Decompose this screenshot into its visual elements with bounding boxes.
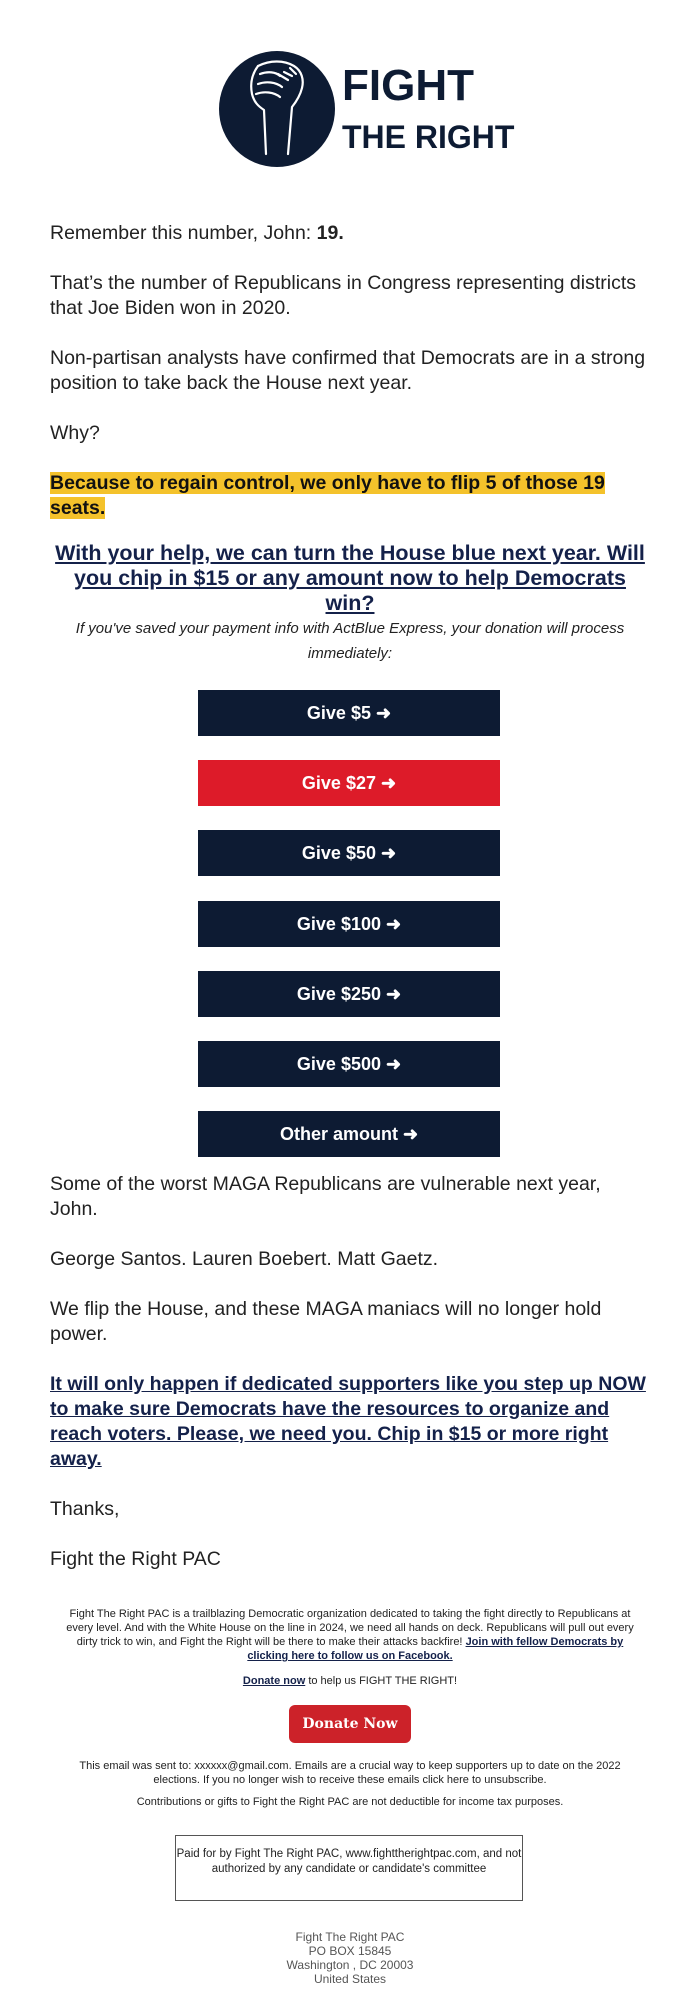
ask-headline[interactable] (50, 541, 650, 616)
intro-text: Remember this number, John: (50, 222, 317, 244)
ask-headline-link[interactable]: With your help, we can turn the House blue next year. Will you chip in $15 or any amount now to help Democrats win? (55, 541, 645, 615)
thanks-line (50, 1497, 650, 1522)
other-amount-button[interactable]: Other amount ➜ (198, 1111, 500, 1157)
footer-about (60, 1607, 640, 1663)
give-100-button[interactable]: Give $100 ➜ (198, 901, 500, 947)
give-5-button[interactable]: Give $5 ➜ (198, 690, 500, 736)
donate-now-button[interactable]: Donate Now (289, 1705, 411, 1743)
address-city: Washington , DC 20003 (286, 1958, 414, 1972)
intro-paragraph-2 (50, 271, 650, 321)
signature-text: Fight the Right PAC (50, 1548, 221, 1570)
intro-p2: That’s the number of Republicans in Congress representing districts that Joe Biden won in 2020. (50, 272, 637, 319)
cta-link[interactable]: It will only happen if dedicated supporters like you step up NOW to make sure Democrats have the resources to organize and reach voters. Please, we need you. Chip in $15 or more right away. (50, 1373, 646, 1470)
footer-about-text: Fight The Right PAC is a trailblazing Democratic organization dedicated to taking the fight directly to Republicans at every level. And with the White House on the line in 2024, we need all hands on deck. Republicans will pull out every dirty trick to win, and Fight the Right will be there to make their attacks backfire! (66, 1608, 634, 1648)
intro-paragraph-3 (50, 346, 650, 396)
intro-p3: Non-partisan analysts have confirmed that Democrats are in a strong position to take back the House next year. (50, 347, 646, 394)
address-name: Fight The Right PAC (295, 1930, 405, 1944)
logo-word-the-right: THE RIGHT (342, 119, 515, 155)
address-country: United States (313, 1972, 387, 1986)
paid-for-disclaimer: Paid for by Fight The Right PAC, www.fighttherightpac.com, and not authorized by any candidate or candidate's committee (175, 1835, 523, 1901)
footer-tax-note: Contributions or gifts to Fight the Right PAC are not deductible for income tax purposes. (136, 1796, 564, 1808)
footer-donate-line (60, 1674, 640, 1688)
highlighted-text: Because to regain control, we only have to flip 5 of those 19 seats. (50, 472, 605, 519)
give-500-button[interactable]: Give $500 ➜ (198, 1041, 500, 1087)
address-po-box: PO BOX 15845 (308, 1944, 392, 1958)
give-50-button[interactable]: Give $50 ➜ (198, 830, 500, 876)
highlight-paragraph (50, 471, 650, 521)
donate-now-suffix: to help us FIGHT THE RIGHT! (305, 1675, 458, 1687)
facebook-link[interactable]: Join with fellow Democrats by clicking here to follow us on Facebook. (247, 1636, 624, 1662)
donate-now-link[interactable]: Donate now (242, 1675, 306, 1687)
body-p3: We flip the House, and these MAGA maniacs will no longer hold power. (50, 1298, 602, 1345)
give-27-button[interactable]: Give $27 ➜ (198, 760, 500, 806)
footer-sent-to: This email was sent to: xxxxxx@gmail.com. Emails are a crucial way to keep supporters up to date on the 2022 elections. If you no longer wish to receive these emails click here to unsubscribe. (79, 1760, 621, 1786)
intro-line-1 (50, 221, 650, 246)
cta-paragraph[interactable] (50, 1372, 650, 1472)
body-paragraph-3 (50, 1297, 650, 1347)
body-paragraph-2 (50, 1247, 650, 1272)
body-paragraph-1 (50, 1172, 650, 1222)
logo (0, 44, 700, 174)
body-p1: Some of the worst MAGA Republicans are vulnerable next year, John. (50, 1173, 601, 1220)
intro-number: 19. (316, 222, 344, 244)
actblue-note: If you've saved your payment info with ActBlue Express, your donation will process immediately: (75, 620, 625, 662)
fist-logo-icon (218, 44, 515, 174)
logo-word-fight: FIGHT (342, 61, 474, 110)
signature-line (50, 1547, 650, 1572)
thanks-text: Thanks, (50, 1498, 120, 1520)
intro-paragraph-4 (50, 421, 650, 446)
intro-p4: Why? (50, 422, 100, 444)
give-250-button[interactable]: Give $250 ➜ (198, 971, 500, 1017)
body-p2: George Santos. Lauren Boebert. Matt Gaetz. (50, 1248, 439, 1270)
